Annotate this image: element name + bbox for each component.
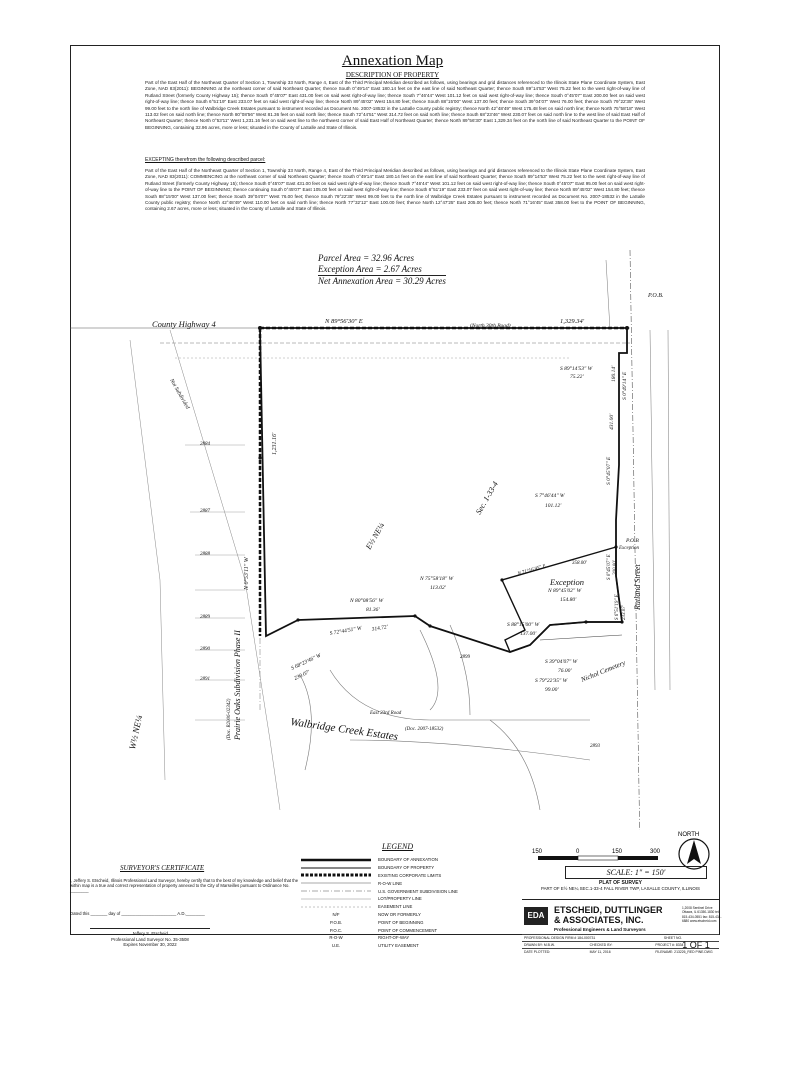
legend-row: P.O.C. POINT OF COMMENCEMENT (329, 927, 438, 933)
lot-number: 2888 (200, 552, 210, 557)
firm-address: 1,2008 Sentinel Drive Ottawa, IL 61350-1830 tel: 815-434-0551 fax: 815-434-6880 www.etscheid.com (682, 906, 722, 923)
sheet-label: SHEET NO. (663, 936, 683, 940)
plat-title: PLAT OF SURVEY (599, 880, 642, 886)
exception-distance: 358.00' (572, 561, 587, 566)
not-subdivided: Not Subdivided (168, 378, 191, 411)
north-line-dist-1: 113.02' (430, 585, 446, 591)
north-line-dist-3: 314.72' (371, 624, 389, 633)
legend-row: R-O-W RIGHT-OF-WAY (329, 935, 410, 941)
exception-label: Exception (550, 577, 584, 587)
certificate-title: SURVEYOR'S CERTIFICATE (120, 864, 205, 872)
annexation-map (70, 250, 720, 830)
west-quarter-label: W½ NE¼ (127, 714, 145, 751)
subdivision-label: Prairie Oaks Subdivision Phase II (233, 630, 242, 740)
west-distance: 1,231.16' (272, 432, 278, 455)
license-expiry: Expires November 30, 2022 (123, 942, 177, 947)
north-line-bearing-2: N 80°08'56" W (350, 598, 384, 604)
legend-row: EASEMENT LINE (378, 904, 413, 910)
design-firm-number: PROFESSIONAL DESIGN FIRM # 184-000731 (524, 936, 596, 940)
east-road-south (350, 740, 590, 760)
east-dist-4: 101.12' (545, 503, 562, 509)
north-bearing: N 89°56'30" E (325, 318, 363, 325)
cemetery-label: Nichol Cemetery (579, 658, 627, 684)
east-dist-1: 180.14' (611, 365, 617, 382)
date-label: DATE PLOTTED: (524, 950, 551, 954)
pob-label: P.O.B. (648, 293, 664, 299)
exception-area: Exception Area = 2.67 Acres (318, 264, 422, 274)
legend-title: LEGEND (382, 842, 414, 851)
exception-bearing: N 71°16'45" E (517, 564, 547, 577)
surveyor-name: Jeffery S. Etscheid (132, 931, 168, 936)
corner-marker (500, 578, 503, 581)
scale-label: SCALE: 1" = 150' (565, 866, 707, 879)
corner-marker (258, 326, 262, 330)
lot-number: 2890 (200, 647, 210, 652)
net-annexation-area: Net Annexation Area = 30.29 Acres (318, 276, 446, 286)
south-dist-3: 76.00' (558, 668, 572, 674)
plat-description: PART OF E½ NE¼ SEC.1-33-4 FALL RIVER TWP, LASALLE COUNTY, ILLINOIS (541, 886, 700, 891)
certificate-dated: Dated this _______ day of _______________________ A.D.________ (70, 911, 205, 916)
north-line-bearing-1: N 75°58'18" W (420, 576, 454, 582)
legend-row: R-O-W LINE (378, 880, 403, 886)
pob-marker (625, 326, 629, 330)
corner-marker (413, 614, 416, 617)
date-plotted: MAY 11, 2016 (589, 950, 611, 954)
east-bearing-3: S 0°45'07" E (606, 456, 612, 485)
description-heading: DESCRIPTION OF PROPERTY (345, 71, 440, 79)
property-description: Part of the East Half of the Northeast Quarter of Section 1, Township 33 North, Range 4, East of the Third Principal Meridian described as follows, using bearings and grid distances referenced to the Illinois State Plane Coordinate System, East Zone, NAD 83(2011): BEGINNING at the northeast corner of said Northeast Quarter; thence South 0°49'14" East 180.14 feet on the east line of said Northeast Quarter; thence South 89°14'53" West 75.22 feet to the west right-of-way line of Rutland Street (formerly County Highway 15); thence South 0°45'07" East 431.00 feet on said west right-of-way line; thence South 7°46'44" West 101.12 feet on said west right-of-way line; thence South 0°45'07" East 200.00 feet on said west right-of-way line; thence South 6°51'19" East 233.07 feet on said west right-of-way line; thence North 89°45'02" West 154.80 feet; thence South 88°15'00" West 137.00 feet; thence South 39°04'07" West 76.00 feet; thence South 79°22'35" West 99.00 feet to the north line of Walbridge Creek Estates pursuant to instrument recorded as Document No. 2007-18532 in the LaSalle County public registry; thence North 42°48'49" West 175.48 feet on said north line; thence North 75°58'18" West 113.02 feet on said north line; thence North 80°08'56" West 81.36 feet on said north line; thence South 72°44'51" West 314.72 feet on said north line; thence South 68°23'46" West 230.07 feet on said north line to the west line of said East Half of Northeast Quarter; thence North 0°53'11" West 1,231.16 feet on said west line to the northwest corner of said East Half of Northeast Quarter; thence North 89°56'30" East 1,329.34 feet on the north line of said Northeast Quarter to the POINT OF BEGINNING, containing 32.96 acres, more or less; situated in the County of LaSalle and State of Illinois. (145, 80, 645, 130)
east-dist-6: 233.07' (622, 605, 627, 620)
walbridge-doc: (Doc. 2007-18532) (405, 727, 444, 732)
south-bearing-1: N 89°45'02" W (548, 588, 582, 594)
lot-number: 2891 (200, 677, 210, 682)
pob-exception-marker (614, 545, 617, 548)
scale-tick: 300 (650, 849, 661, 855)
pob-exception-sub: Exception (619, 546, 639, 551)
lot-number: 2889 (200, 615, 210, 620)
east-bearing-5: S 0°45'07" E (607, 554, 612, 580)
south-bearing-4: S 79°22'35" W (535, 678, 568, 684)
south-dist-4: 99.00' (545, 687, 559, 693)
subdivision-west-line2 (130, 340, 165, 780)
subdivision-doc: (Doc. R2006-02342) (227, 698, 232, 740)
south-bearing-3: S 39°04'07" W (545, 659, 578, 665)
north-line-bearing-3: S 72°44'51" W (329, 625, 363, 637)
east-bearing-4: S 7°46'44" W (535, 493, 565, 499)
east-bearing-6: S 6°51'19" E (615, 594, 620, 620)
cemetery-line (540, 635, 622, 640)
lot-number: 2893 (590, 744, 600, 749)
east-bearing-2: S 89°14'53" W (560, 366, 593, 372)
east-dist-5: 200.00' (613, 560, 618, 575)
firm-name: ETSCHEID, DUTTLINGER & ASSOCIATES, INC. (554, 905, 663, 925)
north-distance: 1,329.34' (560, 318, 585, 325)
legend-row: LOT/PROPERTY LINE (378, 896, 422, 902)
corner-marker (258, 456, 261, 459)
north-line-dist-2: 81.36' (366, 607, 380, 613)
lot-number: 2899 (460, 655, 470, 660)
east-bearing-1: S 0°49'14" E (622, 371, 628, 400)
lot-number: 2884 (200, 442, 210, 447)
rutland-east-row (650, 330, 655, 690)
filename: FILENAME: 213226_RED PINE.DWG (655, 950, 713, 954)
lot-number: 2887 (200, 509, 210, 514)
section-label: Sec. 1-33-4 (473, 479, 500, 516)
scale-tick: 0 (576, 849, 580, 855)
legend-row: EXISTING CORPORATE LIMITS (378, 872, 442, 878)
legend-row: U.E. UTILITY EASEMENT (331, 943, 419, 949)
firm-block (522, 899, 722, 934)
page-title: Annexation Map (341, 53, 444, 69)
project-number: PROJECT #: 8334 (655, 943, 684, 947)
exception-description: Part of the East Half of the Northeast Quarter of Section 1, Township 33 North, Range 4, East of the Third Principal Meridian described as follows, using bearings and grid distances referenced to the Illinois State Plane Coordinate System, East Zone, NAD 83(2011): COMMENCING at the northeast corner of said Northeast Quarter; thence South 0°49'14" East 180.14 feet on the east line of said Northeast Quarter; thence South 89°14'53" West 75.22 feet to the west right-of-way line of Rutland Street (formerly County Highway 15); thence South 0°45'07" East 431.00 feet on said west right-of-way line; thence South 7°46'44" West 101.12 feet on said west right-of-way line; thence South 0°45'07" East 95.00 feet on said west right-of-way line to the POINT OF BEGINNING; thence continuing South 0°45'07" East 105.00 feet on said west right-of-way line; thence South 6°51'19" East 233.07 feet on said west right-of-way line; thence North 89°45'02" West 154.80 feet; thence South 88°15'00" West 137.00 feet; thence South 39°04'07" West 76.00 feet; thence South 79°22'35" West 99.00 feet to the north line of Walbridge Creek Estates pursuant to instrument recorded as Document No. 2007-18532 in the LaSalle County public registry; thence North 42°48'49" West 110.00 feet on said north line; thence North 77°32'12" East 100.00 feet; thence North 12°47'25" East 205.00 feet; thence North 71°16'45" East 358.00 feet to the POINT OF BEGINNING, containing 2.67 acres, more or less; situated in the County of LaSalle and State of Illinois. (145, 168, 645, 212)
west-bearing: N 0°53'11" W (244, 557, 250, 590)
legend-row: N/F NOW OR FORMERLY (332, 911, 421, 917)
east-road-label: East 23rd Road (370, 711, 402, 716)
legend-row: BOUNDARY OF ANNEXATION (378, 857, 438, 863)
south-dist-2: 137.00' (520, 631, 537, 637)
legend-row: BOUNDARY OF PROPERTY (378, 865, 435, 871)
legend (300, 856, 515, 950)
firm-tagline: Professional Engineers & Land Surveyors (554, 927, 646, 932)
legend-row: U.S. GOVERNMENT SUBDIVISION LINE (378, 888, 458, 894)
sheet-number: 1 OF 1 (682, 940, 710, 950)
plat-info (522, 880, 719, 891)
surveyor-signature-block (90, 928, 210, 948)
scale-tick: 150 (612, 849, 623, 855)
legend-row: P.O.B. POINT OF BEGINNING (329, 919, 424, 925)
walbridge-road-east (490, 720, 540, 810)
walbridge-road-mid (420, 630, 438, 710)
pob-exception-label: P.O.B (626, 538, 639, 544)
south-bearing-2: S 88°15'00" W (507, 622, 540, 628)
east-dist-2: 75.22' (570, 374, 584, 380)
east-dist-3: 431.00' (609, 413, 615, 430)
rutland-line-north (606, 260, 610, 330)
certificate-body: I, Jeffery S. Etscheid, Illinois Professional Land Surveyor, hereby certify that to the best of my knowledge and belief that the within map is a true and correct representation of property annexed to the City of Marseilles pursuant to Ordinance No. ________ (70, 878, 299, 894)
scale-tick: 150 (532, 849, 543, 855)
corner-marker (296, 618, 299, 621)
corner-marker (428, 624, 431, 627)
quarter-label: E½ NE¼ (363, 521, 387, 551)
drawn-by: DRAWN BY: M.B.W. (524, 943, 555, 947)
walbridge-label: Walbridge Creek Estates (289, 716, 399, 744)
south-dist-1: 154.80' (560, 597, 577, 603)
parcel-area: Parcel Area = 32.96 Acres (318, 253, 414, 263)
rutland-east-row2 (668, 330, 670, 690)
north-label: NORTH (678, 832, 700, 838)
rutland-street-label: Rutland Street (633, 564, 642, 610)
checked-by: CHECKED BY: (589, 943, 613, 947)
firm-logo: EDA (524, 907, 548, 925)
exception-heading: EXCEPTING therefrom the following described parcel: (145, 157, 266, 163)
surveyor-license: Professional Land Surveyor No. 35-3508 (111, 936, 189, 942)
corner-marker (584, 620, 587, 623)
road-label: County Highway 4 (152, 319, 216, 329)
road-label-2: (North 30th Road) (470, 323, 511, 329)
north-line-dist-4: 230.07' (293, 669, 311, 682)
north-line-bearing-4: S 68°23'46" W (290, 652, 323, 672)
